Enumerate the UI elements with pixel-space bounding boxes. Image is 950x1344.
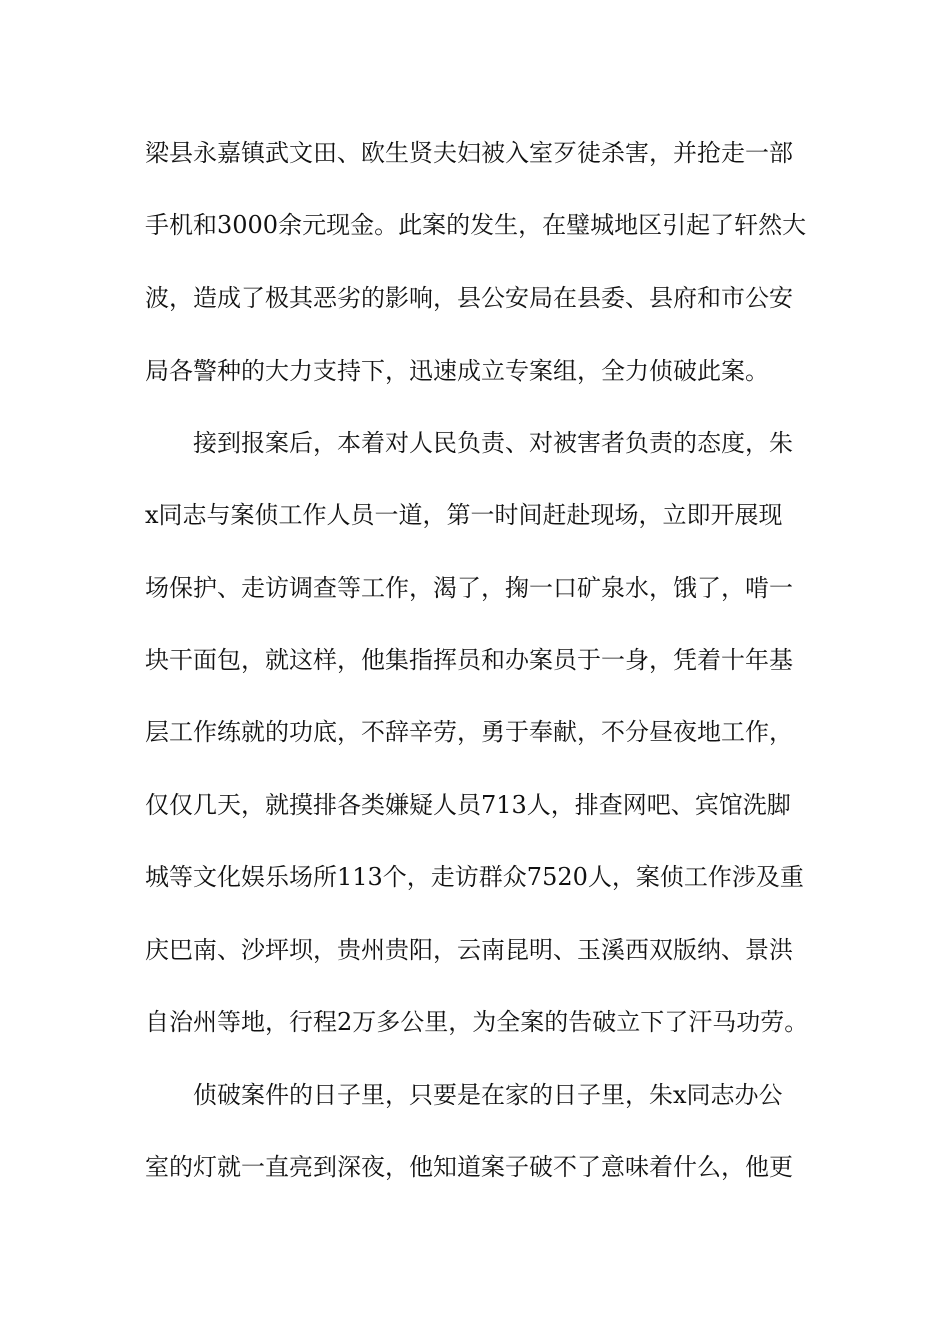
text-line: 波，造成了极其恶劣的影响，县公安局在县委、县府和市公安 — [145, 284, 793, 312]
paragraph-first-line: 侦破案件的日子里，只要是在家的日子里，朱x同志办公 — [193, 1081, 783, 1109]
text-line: 层工作练就的功底，不辞辛劳，勇于奉献，不分昼夜地工作， — [145, 718, 793, 746]
text-line: 自治州等地，行程2万多公里，为全案的告破立下了汗马功劳。 — [145, 1008, 809, 1036]
text-line: 块干面包，就这样，他集指挥员和办案员于一身，凭着十年基 — [145, 646, 793, 674]
text-line: 仅仅几天，就摸排各类嫌疑人员713人，排查网吧、宾馆洗脚 — [145, 791, 791, 819]
text-line: 局各警种的大力支持下，迅速成立专案组，全力侦破此案。 — [145, 357, 769, 385]
text-line: 场保护、走访调查等工作，渴了，掬一口矿泉水，饿了，啃一 — [145, 574, 793, 602]
text-line: 室的灯就一直亮到深夜，他知道案子破不了意味着什么，他更 — [145, 1153, 793, 1181]
text-line: 手机和3000余元现金。此案的发生，在璧城地区引起了轩然大 — [145, 211, 807, 239]
text-line: 庆巴南、沙坪坝，贵州贵阳，云南昆明、玉溪西双版纳、景洪 — [145, 936, 793, 964]
text-line: 梁县永嘉镇武文田、欧生贤夫妇被入室歹徒杀害，并抢走一部 — [145, 139, 793, 167]
text-line: 城等文化娱乐场所113个，走访群众7520人，案侦工作涉及重 — [145, 863, 804, 891]
paragraph-first-line: 接到报案后，本着对人民负责、对被害者负责的态度，朱 — [193, 429, 793, 457]
text-line: x同志与案侦工作人员一道，第一时间赶赴现场，立即开展现 — [145, 501, 783, 529]
